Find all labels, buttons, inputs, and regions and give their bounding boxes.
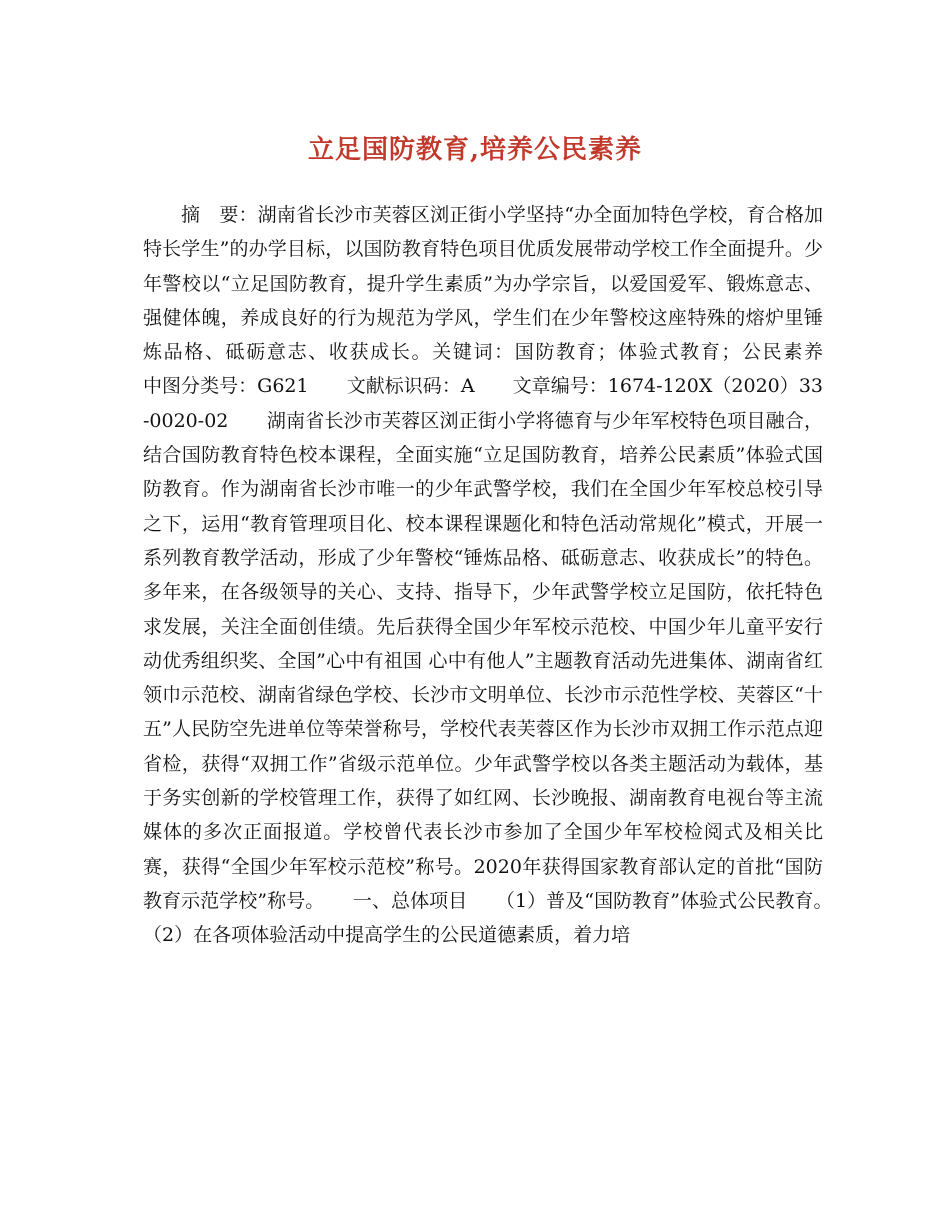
document-title: 立足国防教育,培养公民素养 (307, 135, 643, 165)
abstract-paragraph: 摘 要：湖南省长沙市芙蓉区浏正街小学坚持“办全面加特色学校，育合格加特长学生”的办学目标，以国防教育特色项目优质发展带动学校工作全面提升。少年警校以“立足国防教育，提升学生素质”为办学宗旨，以爱国爱军、锻炼意志、强健体魄，养成良好的行为规范为学风，学生们在少年警校这座特殊的熔炉里锤炼品格、砥砺意志、收获成长。 (143, 204, 823, 364)
document-body (143, 198, 862, 953)
keywords-and-body-text: 关键词：国防教育；体验式教育；公民素养 中图分类号：G621 文献标识码：A 文章编号：1674-120X（2020）33-0020-02 湖南省长沙市芙蓉区浏正街小学将德育与少年军校特色项目融合，结合国防教育特色校本课程，全面实施“立足国防教育，培养公民素质”体验式国防教育。作为湖南省长沙市唯一的少年武警学校，我们在全国少年军校总校引导之下，运用“教育管理项目化、校本课程课题化和特色活动常规化”模式，开展一系列教育教学活动，形成了少年警校“锤炼品格、砥砺意志、收获成长”的特色。多年来，在各级领导的关心、支持、指导下，少年武警学校立足国防，依托特色求发展，关注全面创佳绩。先后获得全国少年军校示范校、中国少年儿童平安行动优秀组织奖、全国”心中有祖国 心中有他人”主题教育活动先进集体、湖南省红领巾示范校、湖南省绿色学校、长沙市文明单位、长沙市示范性学校、芙蓉区“十五”人民防空先进单位等荣誉称号，学校代表芙蓉区作为长沙市双拥工作示范点迎省检，获得“双拥工作”省级示范单位。少年武警学校以各类主题活动为载体，基于务实创新的学校管理工作，获得了如红网、长沙晚报、湖南教育电视台等主流媒体的多次正面报道。学校曾代表长沙市参加了全国少年军校检阅式及相关比赛，获得“全国少年军校示范校”称号。2020年获得国家教育部认定的首批“国防教育示范学校”称号。 一、总体项目 （1）普及“国防教育”体验式公民教育。 （2）在各项体验活动中提高学生的公民道德素质，着力培 (143, 341, 862, 947)
